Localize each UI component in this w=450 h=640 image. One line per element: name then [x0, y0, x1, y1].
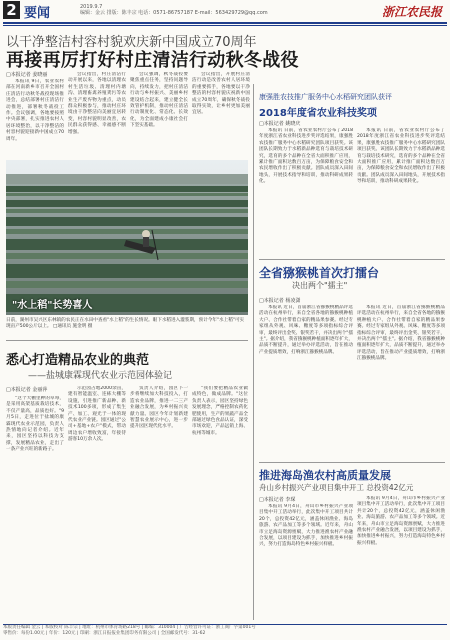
story2-headline: 悉心打造精品农业的典范	[6, 353, 150, 368]
column-divider	[253, 84, 254, 620]
rice-field-photo	[6, 160, 248, 315]
story1-byline: □本报记者 姜晓丽	[6, 72, 48, 78]
masthead-rule	[3, 22, 447, 24]
photo-caption: 日前，湖州市吴兴区东林镇的农民正在水田中查看"水上稻"的生长情况。眼下水稻进入灌浆期，预计今年"水上稻"可实现亩产500公斤以上。 □通讯员 施金明 摄	[6, 318, 245, 329]
story5-col2	[357, 496, 445, 620]
masthead	[0, 0, 450, 22]
story1-col4-text: 会议指出，开展村庄清洁行动是改善农村人居环境的重要抓手，各地要以干净整洁的村容村貌庆祝新中国成立70周年，确保秋冬战役取得实效，让乡村更加美丽宜居。	[192, 72, 250, 116]
story5-text: 本报讯 9月4日，舟山市乡村振兴产业项目集中开工活动举行，此次集中开工项目共计20个，总投资42亿元，涵盖休闲渔业、海岛旅游、农产品加工等多个领域。近年来，舟山市立足海岛资源禀赋，大力推进渔农村产业融合发展，以项目建设为抓手，加快推进乡村振兴，努力打造海岛特色乡村振兴样板。	[259, 504, 353, 548]
divider	[6, 340, 248, 341]
story3-kicker: 康强胜农技推广服务中心水稻研究团队获评	[259, 93, 392, 101]
story3-col1	[259, 128, 353, 256]
story1-col3	[130, 72, 188, 157]
page-footer	[3, 624, 447, 639]
footer-line-1: 本版责任编辑 金云 | 本版校对 陈丰宗 | 地址：杭州市体育场路218号 | 邮编：310004 | 广告经营许可证：浙工商广字第001号	[3, 625, 256, 630]
story4-byline: □本报记者 杨凌潇	[259, 298, 301, 304]
editor-contact: 编辑：金云 排版：陈丰宗 电话：0571-86757187 E-mail：563429729@qq.com	[80, 10, 268, 16]
story1-col1	[6, 79, 64, 157]
divider	[259, 259, 445, 260]
story2-col2-text: 示范园占地2000余亩，建有智能温室、连栋大棚等设施，引进推广新品种、新技术100多项，形成了集生产、加工、观光于一体的现代农业产业链。园区通过"公司+基地+农户"模式，带动周边农户增收致富，年接待游客10万余人次。	[68, 386, 126, 443]
story4-headline: 全省猕猴桃首次打擂台	[259, 266, 380, 280]
story3-text-cont: 本报讯 日前，省农业农村厅公布了2018年度浙江省农业科技进步奖评选结果，康强胜农技推广服务中心水稻研究团队项目获奖。该团队长期致力于水稻新品种选育与栽培技术研究，选育的多个品种在全省大面积推广应用，累计推广面积达数百万亩，为保障粮食安全和农民增收作出了积极贡献。团队成员深入田间地头，开展技术指导和培训，推动科研成果转化。	[357, 128, 445, 185]
story1-col1-text: 本报讯 9日，农业农村部在河南新乡市召开全国村庄清洁行动秋冬战役现场推进会，总结部署村庄清洁行动推进，部署秋冬战役工作。会议强调，各地要按照中央部署，扎实推进农村人居环境整治，以干净整洁的村容村貌迎接新中国成立70周年。	[6, 79, 64, 142]
story2-col4-text: "我们要把精品农业做成特色，做成品牌。"这位负责人表示，园区坚持绿色发展理念，严格控制农药化肥使用，生产的果蔬产品全部通过绿色食品认证，深受市场欢迎，产品远销上海、杭州等城市。	[192, 386, 248, 436]
story1-kicker: 以干净整洁村容村貌欢庆新中国成立70周年	[6, 35, 257, 50]
story2-col1-text: "这个大棚里种的草莓，是采用高架基质栽培技术，不仅产量高，品质也好。"9月5日，走进位于盐城的康霖现代农业示范园，负责人热情地向记者介绍。近年来，园区坚持以科技为支撑，发展精品农业，走出了一条产业兴旺的新路子。	[6, 396, 64, 453]
story2-byline: □本报记者 金丽萍	[6, 387, 48, 393]
masthead-rule-thin	[3, 25, 447, 26]
story1-col3-text: 会议强调，秋冬战役要聚焦重点任务，坚持问题导向，持续发力，把村庄清洁行动与乡村振兴、美丽乡村建设结合起来，建立健全长效管护机制，推动村庄清洁行动制度化、常态化、长效化，为全面建成小康社会打下坚实基础。	[130, 72, 188, 129]
story1-col2-text: 会议指出，村庄清洁行动开展以来，各地以清理农村生活垃圾、清理村内塘沟、清理畜禽养殖粪污等农业生产废弃物为重点，动员群众积极参与，推动村庄环境由干净整洁向美丽宜居转变，村容村貌明显改善，农民群众获得感、幸福感不断增强。	[68, 72, 126, 135]
story3-text: 本报讯 日前，省农业农村厅公布了2018年度浙江省农业科技进步奖评选结果，康强胜农技推广服务中心水稻研究团队项目获奖。该团队长期致力于水稻新品种选育与栽培技术研究，选育的多个品种在全省大面积推广应用，累计推广面积达数百万亩，为保障粮食安全和农民增收作出了积极贡献。团队成员深入田间地头，开展技术指导和培训，推动科研成果转化。	[259, 128, 353, 185]
story1-headline: 再接再厉打好村庄清洁行动秋冬战役	[6, 50, 299, 71]
issue-date: 2019.9.7	[80, 4, 103, 10]
story1-col2	[68, 72, 126, 157]
story2-col3-text: 负责人介绍，园区下一步将继续加大科技投入，打造农业品牌，推进一二三产业融合发展，为乡村振兴贡献力量。园区今年计划新建智慧农业展示中心，进一步提升园区现代化水平。	[130, 386, 188, 430]
story2-subhead: ——盐城康霖现代农业示范园体验记	[28, 371, 173, 381]
story5-col1	[259, 504, 353, 620]
story2-col1	[6, 396, 64, 620]
story5-byline: □本报记者 李琛	[259, 497, 296, 503]
story1-col4	[192, 72, 250, 157]
rice-field-illustration	[6, 160, 248, 315]
story4-text: 本报讯 近日，首届浙江省猕猴桃精品评选活动在杭州举行，来自全省各地的猕猴桃种植大户、合作社带着自家的精品果参赛。经过专家组从外观、风味、糖度等多项指标综合评审，最终评出金奖、银奖若干，并决出两个"擂主"。据介绍，我省猕猴桃种植面积逐年扩大，品质不断提升，通过举办评选活动，旨在推动产业提质增效，打响浙江猕猴桃品牌。	[259, 305, 353, 355]
footer-line-2: 零售价：每份1.00元 | 年价：120元 | 印刷：浙江日报报业集团印务有限公司 | 全国邮发代号：31-62	[3, 631, 206, 636]
story4-col2	[357, 305, 445, 460]
newspaper-logo: 浙江农民报	[381, 5, 442, 19]
story3-col2	[357, 128, 445, 256]
story2-col2	[68, 386, 126, 620]
section-title: 要闻	[24, 6, 51, 21]
story2-col3	[130, 386, 188, 620]
story5-text-cont: 本报讯 9月4日，舟山市乡村振兴产业项目集中开工活动举行，此次集中开工项目共计20个，总投资42亿元，涵盖休闲渔业、海岛旅游、农产品加工等多个领域。近年来，舟山市立足海岛资源禀赋，大力推进渔农村产业融合发展，以项目建设为抓手，加快推进乡村振兴，努力打造海岛特色乡村振兴样板。	[357, 496, 445, 546]
story3-headline: 2018年度省农业科技奖项	[259, 108, 377, 119]
story4-col1	[259, 305, 353, 460]
story4-text-cont: 本报讯 近日，首届浙江省猕猴桃精品评选活动在杭州举行，来自全省各地的猕猴桃种植大户、合作社带着自家的精品果参赛。经过专家组从外观、风味、糖度等多项指标综合评审，最终评出金奖、银奖若干，并决出两个"擂主"。据介绍，我省猕猴桃种植面积逐年扩大，品质不断提升，通过举办评选活动，旨在推动产业提质增效，打响浙江猕猴桃品牌。	[357, 305, 445, 362]
story5-subhead: 舟山乡村振兴产业项目集中开工 总投资42亿元	[259, 483, 414, 492]
story3-byline: □本报记者 姚晓庆	[259, 121, 301, 127]
story5-headline: 推进海岛渔农村高质量发展	[259, 469, 391, 482]
page-number: 2	[3, 1, 20, 19]
story4-subhead: 决出两个"擂主"	[292, 281, 348, 290]
divider	[259, 462, 445, 463]
photo-overlay-title: "水上稻"长势喜人	[12, 300, 93, 311]
masthead-meta	[80, 4, 268, 16]
story2-col4	[192, 386, 248, 620]
